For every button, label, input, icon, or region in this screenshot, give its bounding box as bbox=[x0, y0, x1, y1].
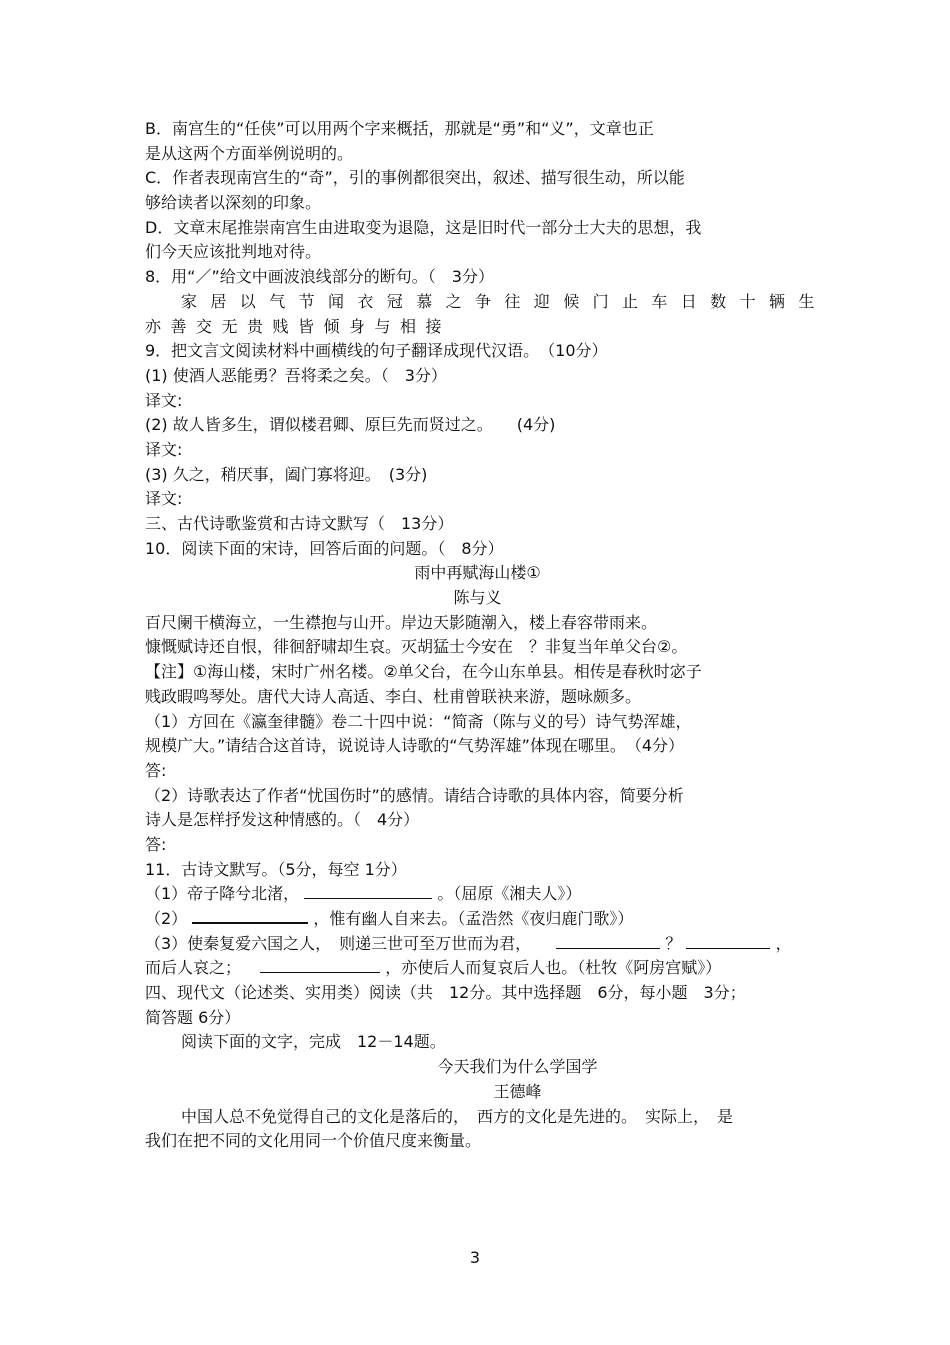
poem-author: 陈与义 bbox=[453, 588, 502, 608]
question-9-1: (1) 使酒人恶能勇？吾将柔之矣。（ 3分） bbox=[145, 365, 447, 385]
article-paragraph-line-1: 中国人总不免觉得自己的文化是落后的， 西方的文化是先进的。 实际上， 是 bbox=[181, 1106, 734, 1126]
q11-1-source: 。（屈原《湘夫人》） bbox=[437, 884, 582, 904]
question-10-2-line-2: 诗人是怎样抒发这种情感的。（ 4分） bbox=[145, 810, 420, 830]
section-4-heading-line-1: 四、现代文（论述类、实用类）阅读（共 12分。其中选择题 6分，每小题 3分； bbox=[145, 983, 746, 1003]
option-d-line-1: D．文章末尾推崇南宫生由进取变为退隐，这是旧时代一部分士大夫的思想，我 bbox=[145, 217, 702, 237]
fill-blank[interactable] bbox=[192, 907, 308, 924]
answer-label: 答: bbox=[145, 760, 167, 780]
option-c-line-1: C．作者表现南宫生的“奇”，引的事例都很突出，叙述、描写很生动，所以能 bbox=[145, 168, 685, 188]
question-9-3: (3) 久之，稍厌事，阖门寡将迎。 (3分) bbox=[145, 464, 428, 484]
translation-label: 译文: bbox=[145, 439, 183, 459]
q11-1-prompt: （1）帝子降兮北渚， bbox=[145, 884, 300, 904]
article-author: 王德峰 bbox=[493, 1081, 542, 1101]
translation-label: 译文: bbox=[145, 489, 183, 509]
fill-blank[interactable] bbox=[556, 933, 660, 949]
article-title: 今天我们为什么学国学 bbox=[437, 1057, 598, 1077]
fill-blank[interactable] bbox=[260, 957, 380, 973]
fill-blank[interactable] bbox=[304, 883, 432, 899]
q11-3-prompt: （3）使秦复爱六国之人， 则递三世可至万世而为君， bbox=[145, 933, 532, 953]
answer-label: 答: bbox=[145, 834, 167, 854]
question-8: 8．用“／”给文中画波浪线部分的断句。（ 3分） bbox=[145, 267, 494, 287]
poem-note-line-2: 贱政暇鸣琴处。唐代大诗人高适、李白、杜甫曾联袂来游，题咏颇多。 bbox=[145, 686, 642, 706]
question-10-1-line-2: 规模广大。”请结合这首诗，说说诗人诗歌的“气势浑雄”体现在哪里。 （4分） bbox=[145, 736, 685, 756]
punctuation-text-line-1: 家居以气节闻衣冠慕之争往迎候门止车日数十辆生 bbox=[181, 291, 828, 311]
option-b-line-1: B．南宫生的“任侠”可以用两个字来概括，那就是“勇”和“义”，文章也正 bbox=[145, 119, 654, 138]
q11-2-source: ，惟有幽人自来去。（孟浩然《夜归鹿门歌》） bbox=[313, 909, 634, 928]
translation-label: 译文: bbox=[145, 390, 183, 410]
question-11-3-cont bbox=[145, 956, 810, 981]
q11-2-prompt: （2） bbox=[145, 909, 188, 928]
page-number: 3 bbox=[469, 1248, 481, 1267]
poem-line-2: 慷慨赋诗还自恨，徘徊舒啸却生哀。灭胡猛士今安在 ？非复当年单父台②。 bbox=[145, 637, 688, 657]
question-11-1 bbox=[145, 882, 810, 907]
question-9-2: (2) 故人皆多生，谓似楼君卿、原巨先而贤过之。 (4分) bbox=[145, 415, 556, 435]
fill-blank[interactable] bbox=[686, 933, 770, 949]
option-b-line-2: 是从这两个方面举例说明的。 bbox=[145, 143, 354, 163]
question-11-3 bbox=[145, 932, 810, 957]
section-3-heading: 三、古代诗歌鉴赏和古诗文默写（ 13分） bbox=[145, 514, 454, 533]
punctuation-text-line-2: 亦善交无贵贱皆倾身与相接 bbox=[145, 316, 452, 336]
poem-title: 雨中再赋海山楼① bbox=[414, 563, 541, 583]
option-c-line-2: 够给读者以深刻的印象。 bbox=[145, 193, 322, 213]
question-11: 11．古诗文默写。（5分，每空 1分） bbox=[145, 859, 407, 879]
question-10: 10．阅读下面的宋诗，回答后面的问题。（ 8分） bbox=[145, 538, 504, 558]
question-9: 9．把文言文阅读材料中画横线的句子翻译成现代汉语。 （10分） bbox=[145, 341, 608, 361]
poem-note-line-1: 【注】①海山楼，宋时广州名楼。②单父台，在今山东单县。相传是春秋时宓子 bbox=[145, 662, 702, 682]
document-page bbox=[145, 117, 828, 1154]
question-11-2 bbox=[145, 907, 810, 932]
poem-line-1: 百尺阑干横海立，一生襟抱与山开。岸边天影随潮入，楼上春容带雨来。 bbox=[145, 612, 658, 632]
section-4-heading-line-2: 简答题 6分） bbox=[145, 1007, 241, 1027]
q11-3-mark: ？ bbox=[665, 933, 682, 953]
option-d-line-2: 们今天应该批判地对待。 bbox=[145, 242, 322, 262]
question-10-2-line-1: （2）诗歌表达了作者“忧国伤时”的感情。请结合诗歌的具体内容，简要分析 bbox=[145, 785, 684, 805]
article-paragraph-line-2: 我们在把不同的文化用同一个价值尺度来衡量。 bbox=[145, 1131, 482, 1151]
question-10-1-line-1: （1）方回在《瀛奎律髓》卷二十四中说：“简斋（陈与义的号）诗气势浑雄， bbox=[145, 711, 692, 731]
reading-instruction: 阅读下面的文字，完成 12－14题。 bbox=[181, 1032, 446, 1052]
q11-3-comma: ， bbox=[775, 933, 792, 953]
q11-4-prompt: 而后人哀之； bbox=[145, 958, 242, 978]
q11-4-source: ，亦使后人而复哀后人也。（杜牧《阿房宫赋》） bbox=[385, 958, 722, 978]
